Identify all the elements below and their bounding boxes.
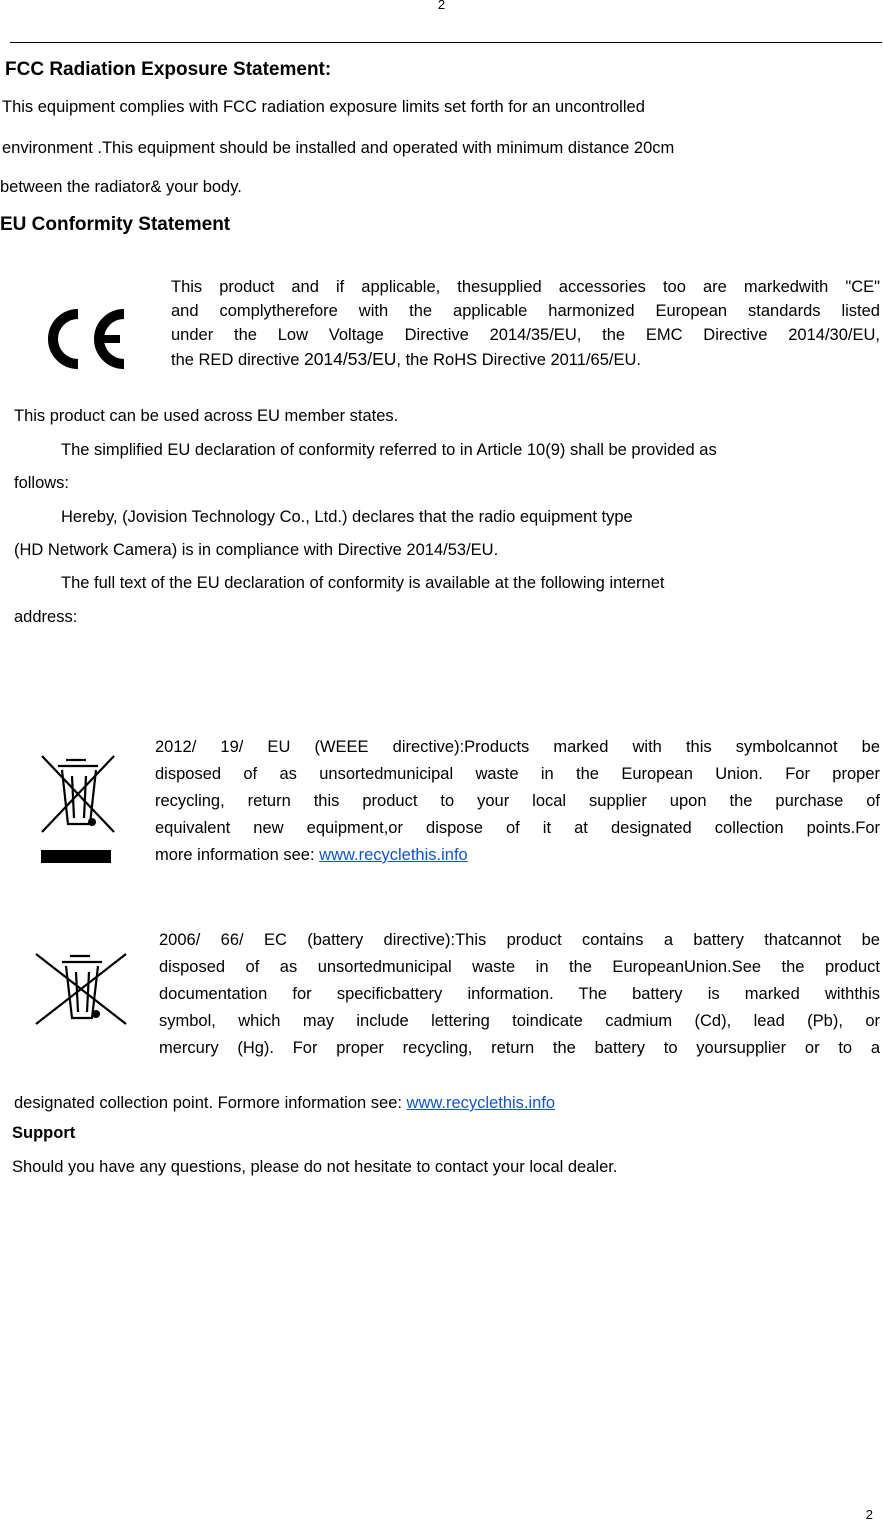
weee-statement (155, 734, 880, 869)
eu-simplified-line-2: follows: (14, 474, 70, 492)
fcc-line-1: This equipment complies with FCC radiation exposure limits set forth for an uncontrolled (2, 98, 645, 116)
weee-line-2: disposed of as unsortedmunicipal waste in the European Union. For proper (155, 765, 880, 783)
header-divider (10, 42, 882, 43)
weee-line-3: recycling, return this product to your local supplier upon the purchase of (155, 792, 880, 810)
eu-hereby-line-2: (HD Network Camera) is in compliance with Directive 2014/53/EU. (14, 541, 499, 559)
fcc-line-2: environment .This equipment should be installed and operated with minimum distance 20cm (2, 139, 675, 157)
support-text: Should you have any questions, please do not hesitate to contact your local dealer. (12, 1158, 618, 1176)
battery-line-1: 2006/ 66/ EC (battery directive):This product contains a battery thatcannot be (159, 931, 880, 949)
page-number-top: 2 (437, 0, 446, 12)
weee-line-4: equivalent new equipment,or dispose of it at designated collection points.For (155, 819, 880, 837)
page-number-bottom: 2 (865, 1507, 873, 1522)
battery-line-4: symbol, which may include lettering toindicate cadmium (Cd), lead (Pb), or (159, 1012, 880, 1030)
weee-line-5 (155, 842, 880, 869)
weee-line-5-prefix: more information see: (155, 846, 320, 864)
battery-recyclethis-link[interactable]: www.recyclethis.info (406, 1094, 556, 1112)
ce-statement (171, 275, 880, 372)
battery-line-6 (14, 1093, 555, 1113)
eu-conformity-title: EU Conformity Statement (0, 214, 231, 235)
battery-line-6-prefix: designated collection point. Formore information see: (14, 1094, 407, 1112)
fcc-line-3: between the radiator& your body. (0, 178, 242, 196)
weee-line-1: 2012/ 19/ EU (WEEE directive):Products marked with this symbolcannot be (155, 738, 880, 756)
eu-simplified-line-1: The simplified EU declaration of conformity referred to in Article 10(9) shall be provided as (61, 441, 717, 459)
red-directive-number: 2014/53/EU (303, 349, 397, 369)
ce-line-4-suffix: , the RoHS Directive 2011/65/EU. (396, 351, 641, 369)
eu-fulltext-line-1: The full text of the EU declaration of conformity is available at the following internet (61, 574, 665, 592)
eu-fulltext-line-2: address: (14, 608, 78, 626)
ce-line-2: and complytherefore with the applicable harmonized European standards listed (171, 302, 880, 320)
weee-crossed-bin-icon (38, 752, 118, 866)
battery-crossed-bin-icon (32, 950, 130, 1028)
battery-statement (159, 927, 880, 1062)
battery-line-2: disposed of as unsortedmunicipal waste in the EuropeanUnion.See the product (159, 958, 880, 976)
eu-hereby-line-1: Hereby, (Jovision Technology Co., Ltd.) declares that the radio equipment type (61, 508, 633, 526)
ce-line-4-prefix: the RED directive (171, 351, 304, 369)
ce-line-3: under the Low Voltage Directive 2014/35/EU, the EMC Directive 2014/30/EU, (171, 326, 880, 344)
ce-line-1: This product and if applicable, thesupplied accessories too are markedwith "CE" (171, 278, 880, 296)
battery-line-3: documentation for specificbattery information. The battery is marked withthis (159, 985, 880, 1003)
weee-recyclethis-link[interactable]: www.recyclethis.info (319, 846, 468, 864)
ce-mark-icon (40, 308, 130, 370)
fcc-title: FCC Radiation Exposure Statement: (5, 59, 332, 80)
ce-line-4 (171, 347, 880, 372)
support-title: Support (12, 1124, 76, 1142)
eu-member-states: This product can be used across EU member states. (14, 407, 399, 425)
battery-line-5: mercury (Hg). For proper recycling, return the battery to yoursupplier or to a (159, 1039, 880, 1057)
